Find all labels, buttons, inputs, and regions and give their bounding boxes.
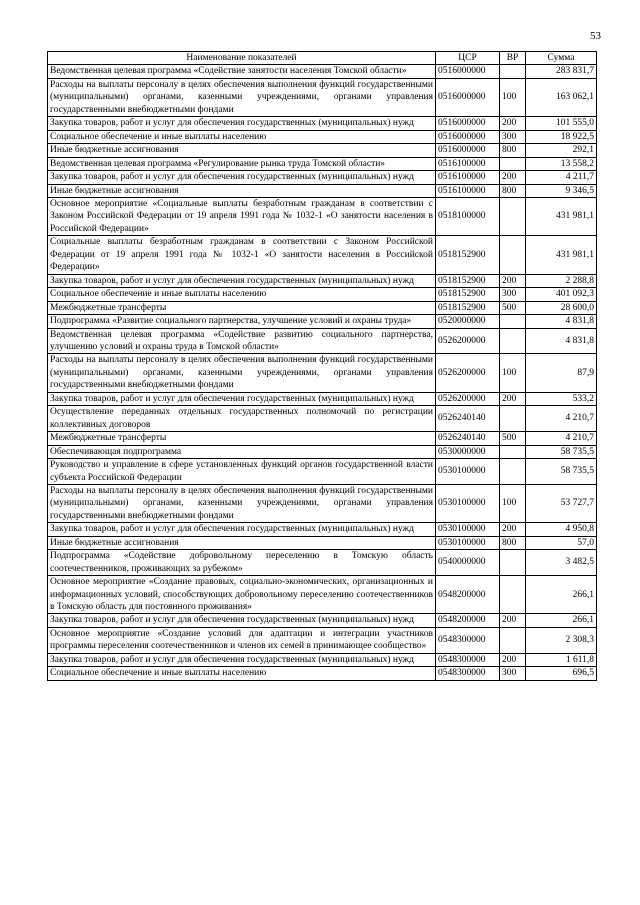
row-name-cell: Закупка товаров, работ и услуг для обеспечения государственных (муниципальных) нужд xyxy=(48,117,436,130)
page-number: 53 xyxy=(590,30,601,42)
row-vr-cell: 100 xyxy=(500,484,526,522)
table-row xyxy=(48,157,597,170)
row-name-cell: Основное мероприятие «Создание правовых, социально-экономических, организационных и информационных условий, способствующих добровольному переселению соотечественников в Томскую область для постоянного проживания» xyxy=(48,576,436,614)
row-sum-cell: 696,5 xyxy=(526,667,597,680)
row-csr-cell: 0540000000 xyxy=(436,550,500,576)
table-row xyxy=(48,627,597,653)
table-row xyxy=(48,445,597,458)
row-sum-cell: 266,1 xyxy=(526,614,597,627)
row-sum-cell: 163 062,1 xyxy=(526,78,597,116)
table-header-row xyxy=(48,52,597,65)
row-vr-cell: 200 xyxy=(500,523,526,536)
table-row xyxy=(48,197,597,235)
table-row xyxy=(48,432,597,445)
row-name-cell: Иные бюджетные ассигнования xyxy=(48,144,436,157)
row-name-cell: Закупка товаров, работ и услуг для обеспечения государственных (муниципальных) нужд xyxy=(48,171,436,184)
row-sum-cell: 18 922,5 xyxy=(526,130,597,143)
row-csr-cell: 0516000000 xyxy=(436,144,500,157)
row-vr-cell: 300 xyxy=(500,667,526,680)
table-row xyxy=(48,236,597,274)
table-row xyxy=(48,576,597,614)
row-vr-cell: 500 xyxy=(500,432,526,445)
row-name-cell: Закупка товаров, работ и услуг для обеспечения государственных (муниципальных) нужд xyxy=(48,614,436,627)
row-name-cell: Ведомственная целевая программа «Регулирование рынка труда Томской области» xyxy=(48,157,436,170)
row-sum-cell: 283 831,7 xyxy=(526,65,597,78)
row-csr-cell: 0516000000 xyxy=(436,78,500,116)
row-name-cell: Основное мероприятие «Создание условий для адаптации и интеграции участников программы переселения соотечественников и членов их семей в принимающее сообщество» xyxy=(48,627,436,653)
row-name-cell: Подпрограмма «Содействие добровольному переселению в Томскую область соотечественников, проживающих за рубежом» xyxy=(48,550,436,576)
table-row xyxy=(48,117,597,130)
row-sum-cell: 4 950,8 xyxy=(526,523,597,536)
row-vr-cell: 100 xyxy=(500,78,526,116)
row-vr-cell xyxy=(500,459,526,485)
row-sum-cell: 4 831,8 xyxy=(526,328,597,354)
table-row xyxy=(48,536,597,549)
budget-table xyxy=(47,51,597,681)
table-row xyxy=(48,354,597,392)
row-csr-cell: 0526200000 xyxy=(436,328,500,354)
row-csr-cell: 0516000000 xyxy=(436,65,500,78)
row-name-cell: Закупка товаров, работ и услуг для обеспечения государственных (муниципальных) нужд xyxy=(48,523,436,536)
row-name-cell: Иные бюджетные ассигнования xyxy=(48,184,436,197)
row-csr-cell: 0518152900 xyxy=(436,236,500,274)
row-sum-cell: 401 092,3 xyxy=(526,288,597,301)
row-name-cell: Межбюджетные трансферты xyxy=(48,432,436,445)
row-name-cell: Социальные выплаты безработным гражданам в соответствии с Законом Российской Федерации от 19 апреля 1991 года № 1032-1 «О занятости населения в Российской Федерации» xyxy=(48,236,436,274)
row-vr-cell: 800 xyxy=(500,144,526,157)
row-vr-cell xyxy=(500,627,526,653)
row-sum-cell: 431 981,1 xyxy=(526,197,597,235)
row-csr-cell: 0516100000 xyxy=(436,184,500,197)
row-sum-cell: 2 288,8 xyxy=(526,274,597,287)
row-vr-cell: 200 xyxy=(500,117,526,130)
table-row xyxy=(48,459,597,485)
row-name-cell: Закупка товаров, работ и услуг для обеспечения государственных (муниципальных) нужд xyxy=(48,392,436,405)
row-sum-cell: 4 210,7 xyxy=(526,406,597,432)
row-sum-cell: 9 346,5 xyxy=(526,184,597,197)
row-vr-cell: 500 xyxy=(500,301,526,314)
table-row xyxy=(48,614,597,627)
row-vr-cell: 800 xyxy=(500,536,526,549)
header-csr: ЦСР xyxy=(436,52,500,65)
row-sum-cell: 431 981,1 xyxy=(526,236,597,274)
row-name-cell: Закупка товаров, работ и услуг для обеспечения государственных (муниципальных) нужд xyxy=(48,653,436,666)
row-csr-cell: 0526240140 xyxy=(436,406,500,432)
row-vr-cell: 300 xyxy=(500,130,526,143)
row-csr-cell: 0548300000 xyxy=(436,653,500,666)
row-sum-cell: 292,1 xyxy=(526,144,597,157)
row-name-cell: Межбюджетные трансферты xyxy=(48,301,436,314)
row-vr-cell xyxy=(500,406,526,432)
row-csr-cell: 0526200000 xyxy=(436,392,500,405)
row-vr-cell xyxy=(500,328,526,354)
row-sum-cell: 58 735,5 xyxy=(526,459,597,485)
table-row xyxy=(48,144,597,157)
table-row xyxy=(48,288,597,301)
row-sum-cell: 4 211,7 xyxy=(526,171,597,184)
row-sum-cell: 4 210,7 xyxy=(526,432,597,445)
row-sum-cell: 2 308,3 xyxy=(526,627,597,653)
row-sum-cell: 1 611,8 xyxy=(526,653,597,666)
row-csr-cell: 0518152900 xyxy=(436,288,500,301)
row-vr-cell xyxy=(500,445,526,458)
row-name-cell: Расходы на выплаты персоналу в целях обеспечения выполнения функций государственными (муниципальными) органами, казенными учреждениями, органами управления государственными внебюджетными фондами xyxy=(48,354,436,392)
row-sum-cell: 101 555,0 xyxy=(526,117,597,130)
row-csr-cell: 0548200000 xyxy=(436,576,500,614)
row-csr-cell: 0548300000 xyxy=(436,627,500,653)
row-csr-cell: 0530100000 xyxy=(436,523,500,536)
table-row xyxy=(48,550,597,576)
row-csr-cell: 0518152900 xyxy=(436,301,500,314)
row-vr-cell xyxy=(500,157,526,170)
row-csr-cell: 0530100000 xyxy=(436,459,500,485)
row-csr-cell: 0520000000 xyxy=(436,315,500,328)
table-row xyxy=(48,653,597,666)
table-row xyxy=(48,78,597,116)
row-csr-cell: 0526240140 xyxy=(436,432,500,445)
row-name-cell: Осуществление переданных отдельных государственных полномочий по регистрации коллективных договоров xyxy=(48,406,436,432)
row-name-cell: Подпрограмма «Развитие социального партнерства, улучшение условий и охраны труда» xyxy=(48,315,436,328)
row-vr-cell xyxy=(500,315,526,328)
row-name-cell: Закупка товаров, работ и услуг для обеспечения государственных (муниципальных) нужд xyxy=(48,274,436,287)
table-row xyxy=(48,301,597,314)
table-row xyxy=(48,392,597,405)
row-vr-cell: 200 xyxy=(500,653,526,666)
table-row xyxy=(48,65,597,78)
row-vr-cell xyxy=(500,65,526,78)
row-name-cell: Социальное обеспечение и иные выплаты населению xyxy=(48,130,436,143)
row-vr-cell: 200 xyxy=(500,171,526,184)
row-name-cell: Руководство и управление в сфере установленных функций органов государственной власти субъекта Российской Федерации xyxy=(48,459,436,485)
row-name-cell: Обеспечивающая подпрограмма xyxy=(48,445,436,458)
row-vr-cell xyxy=(500,197,526,235)
header-name: Наименование показателей xyxy=(48,52,436,65)
row-sum-cell: 13 558,2 xyxy=(526,157,597,170)
header-vr: ВР xyxy=(500,52,526,65)
row-csr-cell: 0516100000 xyxy=(436,157,500,170)
row-vr-cell: 300 xyxy=(500,288,526,301)
row-vr-cell: 100 xyxy=(500,354,526,392)
row-csr-cell: 0518152900 xyxy=(436,274,500,287)
row-csr-cell: 0530100000 xyxy=(436,536,500,549)
table-row xyxy=(48,315,597,328)
table-row xyxy=(48,328,597,354)
row-name-cell: Социальное обеспечение и иные выплаты населению xyxy=(48,667,436,680)
row-name-cell: Расходы на выплаты персоналу в целях обеспечения выполнения функций государственными (муниципальными) органами, казенными учреждениями, органами управления государственными внебюджетными фондами xyxy=(48,78,436,116)
row-sum-cell: 533,2 xyxy=(526,392,597,405)
row-vr-cell: 200 xyxy=(500,614,526,627)
table-row xyxy=(48,484,597,522)
row-csr-cell: 0516100000 xyxy=(436,171,500,184)
row-sum-cell: 58 735,5 xyxy=(526,445,597,458)
row-name-cell: Социальное обеспечение и иные выплаты населению xyxy=(48,288,436,301)
table-row xyxy=(48,184,597,197)
row-vr-cell: 200 xyxy=(500,392,526,405)
row-sum-cell: 3 482,5 xyxy=(526,550,597,576)
row-vr-cell xyxy=(500,236,526,274)
row-sum-cell: 57,0 xyxy=(526,536,597,549)
row-sum-cell: 28 600,0 xyxy=(526,301,597,314)
row-csr-cell: 0548200000 xyxy=(436,614,500,627)
row-name-cell: Ведомственная целевая программа «Содействие развитию социального партнерства, улучшению условий и охраны труда в Томской области» xyxy=(48,328,436,354)
row-sum-cell: 53 727,7 xyxy=(526,484,597,522)
row-vr-cell: 800 xyxy=(500,184,526,197)
table-row xyxy=(48,274,597,287)
row-csr-cell: 0530100000 xyxy=(436,484,500,522)
row-csr-cell: 0548300000 xyxy=(436,667,500,680)
row-name-cell: Расходы на выплаты персоналу в целях обеспечения выполнения функций государственными (муниципальными) органами, казенными учреждениями, органами управления государственными внебюджетными фондами xyxy=(48,484,436,522)
row-csr-cell: 0530000000 xyxy=(436,445,500,458)
row-csr-cell: 0516000000 xyxy=(436,117,500,130)
row-csr-cell: 0516000000 xyxy=(436,130,500,143)
row-csr-cell: 0518100000 xyxy=(436,197,500,235)
row-sum-cell: 87,9 xyxy=(526,354,597,392)
row-sum-cell: 266,1 xyxy=(526,576,597,614)
row-csr-cell: 0526200000 xyxy=(436,354,500,392)
row-name-cell: Ведомственная целевая программа «Содействие занятости населения Томской области» xyxy=(48,65,436,78)
table-row xyxy=(48,406,597,432)
table-row xyxy=(48,667,597,680)
row-name-cell: Основное мероприятие «Социальные выплаты безработным гражданам в соответствии с Законом Российской Федерации от 19 апреля 1991 года № 1032-1 «О занятости населения в Российской Федерации» xyxy=(48,197,436,235)
table-row xyxy=(48,523,597,536)
header-sum: Сумма xyxy=(526,52,597,65)
row-vr-cell xyxy=(500,550,526,576)
row-vr-cell xyxy=(500,576,526,614)
row-vr-cell: 200 xyxy=(500,274,526,287)
table-row xyxy=(48,130,597,143)
table-row xyxy=(48,171,597,184)
row-sum-cell: 4 831,8 xyxy=(526,315,597,328)
row-name-cell: Иные бюджетные ассигнования xyxy=(48,536,436,549)
